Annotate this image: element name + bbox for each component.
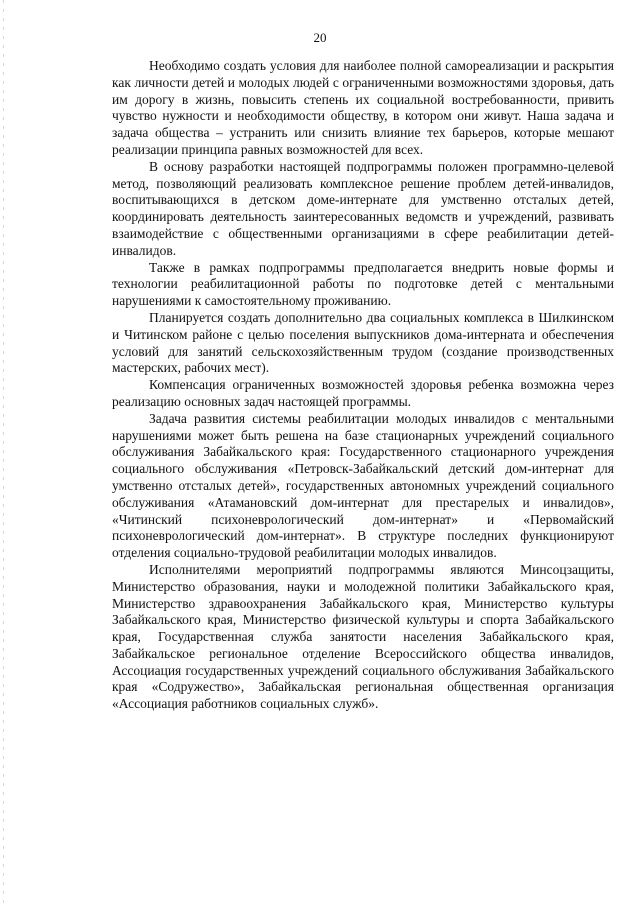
page-number: 20 (313, 30, 327, 45)
paragraph: Компенсация ограниченных возможностей здоровья ребенка возможна через реализацию основных задач настоящей программы. (112, 377, 614, 409)
paragraph: Исполнителями мероприятий подпрограммы являются Минсоцзащиты, Министерство образования, науки и молодежной политики Забайкальского края, Министерство здравоохранения Забайкальского края, Министерство культуры Забайкальского края, Министерство физической культуры и спорта Забайкальского края, Государственная служба занятости населения Забайкальского края, Забайкальское региональное отделение Всероссийского общества инвалидов, Ассоциация государственных учреждений социального обслуживания Забайкальского края «Содружество», Забайкальская региональная общественная организация «Ассоциация работников социальных служб». (112, 561, 614, 712)
paragraph: Задача развития системы реабилитации молодых инвалидов с ментальными нарушениями может быть решена на базе стационарных учреждений социального обслуживания Забайкальского края: Государственного стационарного учреждения социального обслуживания «Петровск-Забайкальский детский дом-интернат для умственно отсталых детей», государственных автономных учреждений социального обслуживания «Атамановский дом-интернат для престарелых и инвалидов», «Читинский психоневрологический дом-интернат» и «Первомайский психоневрологический дом-интернат». В структуре последних функционируют отделения социально-трудовой реабилитации молодых инвалидов. (112, 410, 614, 561)
scan-edge-mark (3, 0, 4, 905)
paragraph: Планируется создать дополнительно два социальных комплекса в Шилкинском и Читинском районе с целью поселения выпускников дома-интерната и обеспечения условий для занятий сельскохозяйственным трудом (создание производственных мастерских, рабочих мест). (112, 309, 614, 376)
paragraph: Необходимо создать условия для наиболее полной самореализации и раскрытия как личности детей и молодых людей с ограниченными возможностями здоровья, дать им дорогу в жизнь, повысить степень их социальной востребованности, привить чувство нужности и необходимости обществу, в котором они живут. Наша задача и задача общества – устранить или снизить влияние тех барьеров, которые мешают реализации принципа равных возможностей для всех. (112, 58, 614, 157)
document-body (112, 58, 614, 713)
paragraph: В основу разработки настоящей подпрограммы положен программно-целевой метод, позволяющий реализовать комплексное решение проблем детей-инвалидов, воспитывающихся в детском доме-интернате для умственно отсталых детей, координировать деятельность заинтересованных ведомств и учреждений, развивать взаимодействие с общественными организациями в сфере реабилитации детей-инвалидов. (112, 158, 614, 258)
paragraph: Также в рамках подпрограммы предполагается внедрить новые формы и технологии реабилитационной работы по подготовке детей с ментальными нарушениями к самостоятельному проживанию. (112, 259, 614, 309)
